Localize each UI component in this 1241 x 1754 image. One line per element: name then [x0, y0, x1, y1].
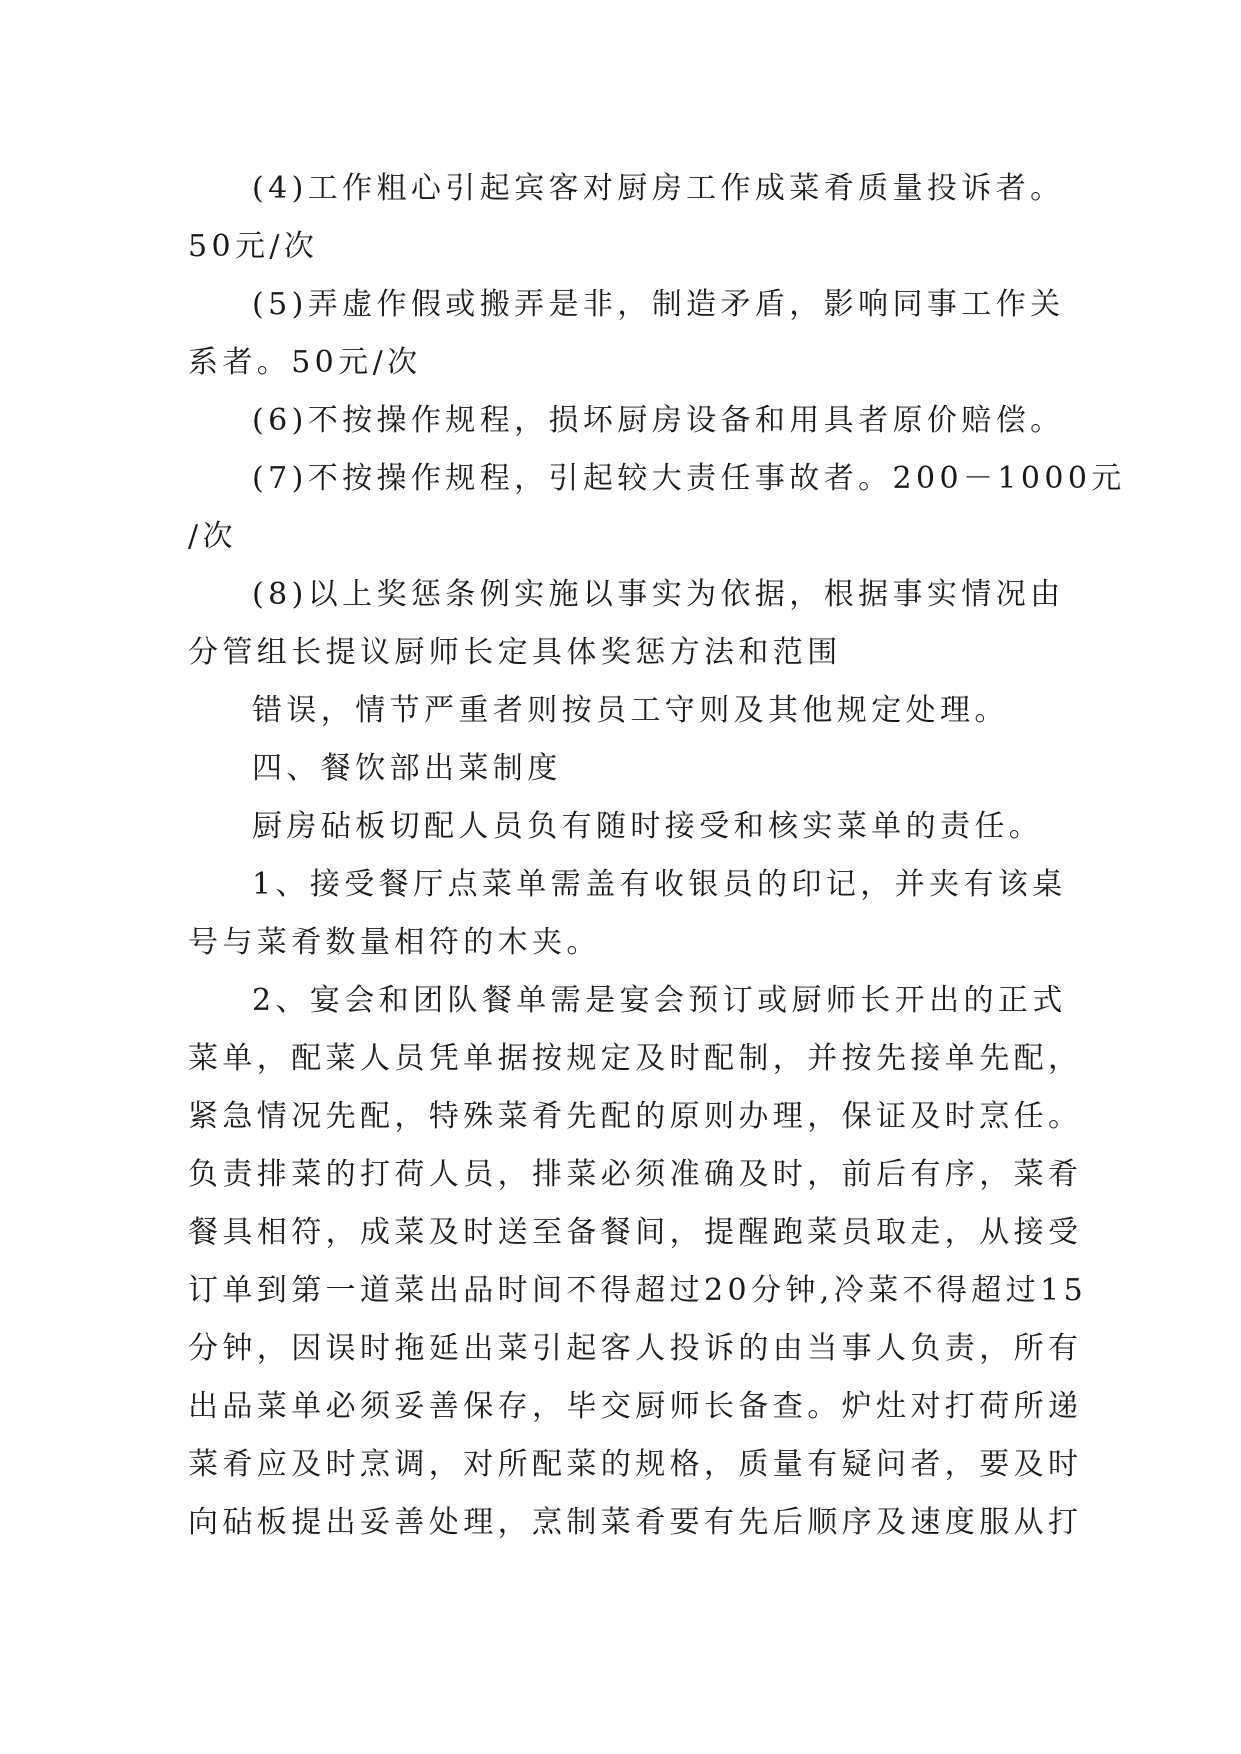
text-line: (6)不按操作规程，损坏厨房设备和用具者原价赔偿。 [252, 403, 1065, 438]
text-line: 菜单，配菜人员凭单据按规定及时配制，并按先接单先配， [188, 1041, 1083, 1076]
document-body [188, 160, 1126, 1552]
text-line: /次 [188, 519, 237, 554]
text-line: (7)不按操作规程，引起较大责任事故者。200－1000元 [252, 461, 1126, 496]
text-line: 紧急情况先配，特殊菜肴先配的原则办理，保证及时烹任。 [188, 1099, 1083, 1134]
text-line: 2、宴会和团队餐单需是宴会预订或厨师长开出的正式 [252, 983, 1067, 1018]
text-line: 向砧板提出妥善处理，烹制菜肴要有先后顺序及速度服从打 [188, 1505, 1083, 1540]
text-line: 错误，情节严重者则按员工守则及其他规定处理。 [252, 693, 1009, 728]
text-line: (8)以上奖惩条例实施以事实为依据，根据事实情况由 [252, 577, 1065, 612]
text-line: 50元/次 [188, 229, 319, 264]
text-line: 菜肴应及时烹调，对所配菜的规格，质量有疑问者，要及时 [188, 1447, 1083, 1482]
text-line: 负责排菜的打荷人员，排菜必须准确及时，前后有序，菜肴 [188, 1157, 1083, 1192]
text-line: 订单到第一道菜出品时间不得超过20分钟,冷菜不得超过15 [188, 1273, 1088, 1308]
text-line: 餐具相符，成菜及时送至备餐间，提醒跑菜员取走，从接受 [188, 1215, 1083, 1250]
text-line: 系者。50元/次 [188, 345, 422, 380]
text-line: 分管组长提议厨师长定具体奖惩方法和范围 [188, 635, 842, 670]
text-line: 号与菜肴数量相符的木夹。 [188, 925, 601, 960]
text-line: 四、餐饮部出菜制度 [252, 751, 562, 786]
text-line: 分钟，因误时拖延出菜引起客人投诉的由当事人负责，所有 [188, 1331, 1083, 1366]
text-line: (5)弄虚作假或搬弄是非，制造矛盾，影响同事工作关 [252, 287, 1065, 322]
text-line: 厨房砧板切配人员负有随时接受和核实菜单的责任。 [252, 809, 1044, 844]
text-line: 1、接受餐厅点菜单需盖有收银员的印记，并夹有该桌 [252, 867, 1067, 902]
text-line: 出品菜单必须妥善保存，毕交厨师长备查。炉灶对打荷所递 [188, 1389, 1083, 1424]
text-line: (4)工作粗心引起宾客对厨房工作成菜肴质量投诉者。 [252, 171, 1065, 206]
